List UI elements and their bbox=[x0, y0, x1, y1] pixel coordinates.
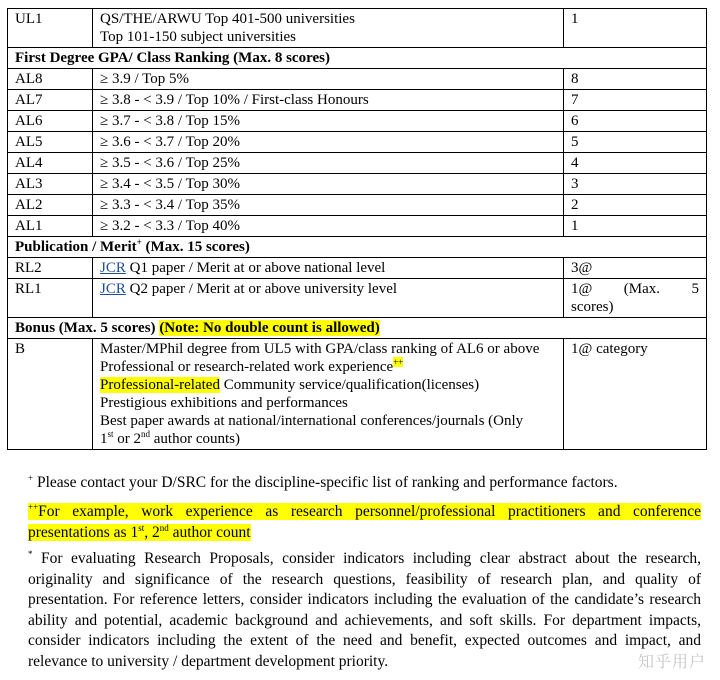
row-code: B bbox=[8, 339, 93, 450]
highlighted-footnote bbox=[28, 503, 701, 541]
footnote-text: Please contact your D/SRC for the discipline-specific list of ranking and performance factors. bbox=[33, 474, 618, 491]
section-title: First Degree GPA/ Class Ranking (Max. 8 scores) bbox=[8, 48, 707, 69]
footnote-3 bbox=[28, 549, 701, 672]
table-row bbox=[8, 69, 707, 90]
criterion-text: Q2 paper / Merit at or above university level bbox=[125, 281, 398, 297]
ordinal-suffix: nd bbox=[159, 522, 169, 533]
highlighted-note: (Note: No double count is allowed) bbox=[159, 320, 380, 336]
row-criterion: ≥ 3.4 - < 3.5 / Top 30% bbox=[93, 174, 564, 195]
row-score: 7 bbox=[564, 90, 707, 111]
row-criterion bbox=[93, 279, 564, 318]
footnote-marker: + bbox=[28, 472, 34, 483]
row-code: AL6 bbox=[8, 111, 93, 132]
jcr-link[interactable]: JCR bbox=[100, 260, 126, 276]
ranking-table bbox=[7, 8, 707, 450]
row-code: AL1 bbox=[8, 216, 93, 237]
section-title bbox=[8, 318, 707, 339]
bonus-item: Master/MPhil degree from UL5 with GPA/class ranking of AL6 or above bbox=[100, 341, 540, 357]
section-heading-bonus bbox=[8, 318, 707, 339]
score-unit: scores) bbox=[571, 299, 614, 315]
footnote-text: For example, work experience as research personnel/professional practitioners and conference presentations as 1 bbox=[28, 503, 701, 541]
table-row-rl2 bbox=[8, 258, 707, 279]
table-row bbox=[8, 195, 707, 216]
bonus-item: Prestigious exhibitions and performances bbox=[100, 395, 348, 411]
row-score: 1@ category bbox=[564, 339, 707, 450]
row-score: 8 bbox=[564, 69, 707, 90]
table-row bbox=[8, 174, 707, 195]
row-code: AL7 bbox=[8, 90, 93, 111]
row-score: 3@ bbox=[564, 258, 707, 279]
table-row bbox=[8, 216, 707, 237]
table-row bbox=[8, 153, 707, 174]
criterion-text: Q1 paper / Merit at or above national level bbox=[125, 260, 386, 276]
table-row bbox=[8, 111, 707, 132]
footnote-1 bbox=[28, 473, 701, 494]
jcr-link[interactable]: JCR bbox=[100, 281, 126, 297]
row-code: AL5 bbox=[8, 132, 93, 153]
section-title-text: Publication / Merit bbox=[15, 239, 137, 255]
ordinal-suffix: st bbox=[107, 429, 114, 439]
table-row bbox=[8, 132, 707, 153]
row-criterion bbox=[93, 258, 564, 279]
row-score bbox=[564, 279, 707, 318]
footnote-2 bbox=[28, 502, 701, 543]
row-criterion: ≥ 3.3 - < 3.4 / Top 35% bbox=[93, 195, 564, 216]
row-score: 5 bbox=[564, 132, 707, 153]
bonus-item bbox=[100, 376, 556, 394]
score-max-label: (Max. bbox=[623, 281, 661, 297]
row-score: 6 bbox=[564, 111, 707, 132]
row-criterion: ≥ 3.5 - < 3.6 / Top 25% bbox=[93, 153, 564, 174]
row-score: 1 bbox=[564, 9, 707, 48]
footnote-marker: ++ bbox=[28, 501, 39, 512]
bonus-item-text: Community service/qualification(licenses) bbox=[219, 377, 480, 393]
row-code: RL2 bbox=[8, 258, 93, 279]
footnote-marker: * bbox=[28, 548, 33, 559]
watermark: 知乎用户 bbox=[637, 652, 706, 671]
score-value: 1@ bbox=[571, 281, 593, 297]
bonus-item-text: author counts) bbox=[150, 431, 240, 447]
highlighted-text: Professional-related bbox=[100, 377, 220, 393]
score-max-value: 5 bbox=[691, 281, 699, 297]
row-criterion bbox=[93, 339, 564, 450]
row-criterion: ≥ 3.6 - < 3.7 / Top 20% bbox=[93, 132, 564, 153]
ordinal-suffix: nd bbox=[141, 429, 151, 439]
row-criterion: ≥ 3.9 / Top 5% bbox=[93, 69, 564, 90]
row-code: RL1 bbox=[8, 279, 93, 318]
section-title-max: (Max. 15 scores) bbox=[141, 239, 250, 255]
row-score: 4 bbox=[564, 153, 707, 174]
section-heading-publication bbox=[8, 237, 707, 258]
bonus-item-text: or 2 bbox=[113, 431, 142, 447]
row-score: 2 bbox=[564, 195, 707, 216]
table-row-bonus bbox=[8, 339, 707, 450]
row-code: AL8 bbox=[8, 69, 93, 90]
footnote-marker: + bbox=[136, 237, 142, 247]
table-row bbox=[8, 90, 707, 111]
row-code: AL3 bbox=[8, 174, 93, 195]
footnote-text: author count bbox=[168, 523, 251, 541]
row-criterion bbox=[93, 9, 564, 48]
row-score: 3 bbox=[564, 174, 707, 195]
bonus-item bbox=[100, 358, 556, 376]
table-row-ul1 bbox=[8, 9, 707, 48]
section-heading-gpa bbox=[8, 48, 707, 69]
row-criterion: ≥ 3.7 - < 3.8 / Top 15% bbox=[93, 111, 564, 132]
criterion-line: Top 101-150 subject universities bbox=[100, 29, 297, 45]
row-code: UL1 bbox=[8, 9, 93, 48]
row-code: AL2 bbox=[8, 195, 93, 216]
row-code: AL4 bbox=[8, 153, 93, 174]
row-score: 1 bbox=[564, 216, 707, 237]
bonus-item bbox=[100, 430, 556, 448]
section-title-text: Bonus (Max. 5 scores) bbox=[15, 320, 156, 336]
table-row-rl1 bbox=[8, 279, 707, 318]
score-line bbox=[571, 280, 699, 298]
bonus-item: Best paper awards at national/international conferences/journals (Only bbox=[100, 413, 524, 429]
footnote-text: , 2 bbox=[144, 523, 160, 541]
criterion-line: QS/THE/ARWU Top 401-500 universities bbox=[100, 11, 355, 27]
section-title bbox=[8, 237, 707, 258]
row-criterion: ≥ 3.2 - < 3.3 / Top 40% bbox=[93, 216, 564, 237]
row-criterion: ≥ 3.8 - < 3.9 / Top 10% / First-class Honours bbox=[93, 90, 564, 111]
bonus-item-text: Professional or research-related work experience bbox=[100, 359, 394, 375]
footnote-text: For evaluating Research Proposals, consider indicators including clear abstract about the research, originality and significance of the research questions, feasibility of research plan, and quality of presentation. For reference letters, consider indicators including the evaluation of the candidate’s research ability and potential, academic background and achievements, and soft skills. For department impacts, consider indicators including the extent of the need and benefit, expected outcomes and impact, and relevance to university / department development priority. bbox=[28, 550, 701, 670]
bonus-item-text: 1 bbox=[100, 431, 108, 447]
ordinal-suffix: st bbox=[138, 522, 145, 533]
footnote-marker: ++ bbox=[393, 357, 404, 367]
